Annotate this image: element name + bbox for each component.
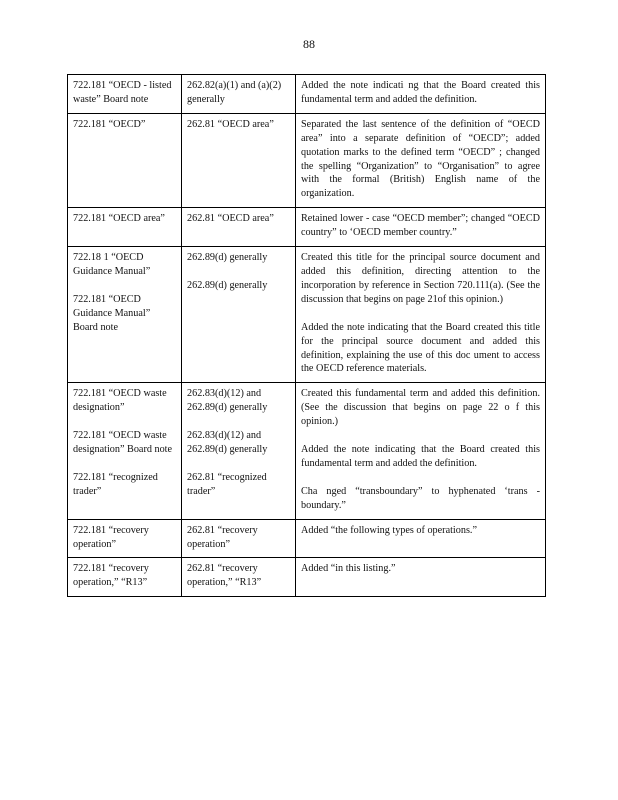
reference-text: 262.81 “recovery operation” xyxy=(187,524,258,550)
change-text: Cha nged “transboundary” to hyphenated ‘trans - boundary.” xyxy=(301,485,540,511)
reference-cell xyxy=(182,113,296,207)
table-row xyxy=(68,113,546,207)
table-row xyxy=(68,208,546,247)
change-cell xyxy=(296,75,546,114)
change-cell xyxy=(296,247,546,383)
reference-cell xyxy=(182,383,296,519)
change-text: Retained lower - case “OECD member”; changed “OECD country” to ‘OECD member country.” xyxy=(301,213,540,239)
reference-text: 262.81 “recovery operation,” “R13” xyxy=(187,563,262,589)
section-text: 722.181 “recognized trader” xyxy=(73,471,158,497)
section-text: 722.18 1 “OECD Guidance Manual” xyxy=(73,252,151,277)
table-row xyxy=(68,558,546,597)
reference-text: 262.81 “OECD area” xyxy=(187,213,274,225)
reference-text: 262.83(d)(12) and 262.89(d) generally xyxy=(187,430,268,456)
section-text: 722.181 “recovery operation,” “R13” xyxy=(73,563,149,589)
reference-text: 262.83(d)(12) and 262.89(d) generally xyxy=(187,388,268,414)
change-cell xyxy=(296,558,546,597)
change-cell xyxy=(296,383,546,519)
page-number: 88 xyxy=(303,37,315,51)
change-text: Created this title for the principal source document and added this definition, directing attention to the incorporation by reference in Section 720.111(a). (See the discussion that begins on page 21of this opinion.) xyxy=(301,252,540,305)
section-text: 722.181 “recovery operation” xyxy=(73,524,149,550)
change-text: Created this fundamental term and added this definition. (See the discussion that begins on page 22 o f this opinion.) xyxy=(301,388,540,428)
section-text: 722.181 “OECD” xyxy=(73,118,146,130)
reference-cell xyxy=(182,519,296,558)
section-text: 722.181 “OECD Guidance Manual” Board note xyxy=(73,293,151,333)
section-cell xyxy=(68,75,182,114)
table-row xyxy=(68,383,546,519)
change-cell xyxy=(296,208,546,247)
reference-text: 262.89(d) generally xyxy=(187,279,268,291)
table-row xyxy=(68,75,546,114)
section-cell xyxy=(68,113,182,207)
section-text: 722.181 “OECD - listed waste” Board note xyxy=(73,80,172,105)
section-text: 722.181 “OECD area” xyxy=(73,213,165,225)
reference-text: 262.81 “recognized trader” xyxy=(187,471,267,497)
section-cell xyxy=(68,519,182,558)
change-text: Added the note indicating that the Board created this title for the principal source document and added this definition, explaining the use of this doc ument to access the OECD reference materials. xyxy=(301,321,540,375)
section-cell xyxy=(68,208,182,247)
section-cell xyxy=(68,558,182,597)
section-text: 722.181 “OECD waste designation” xyxy=(73,388,167,414)
change-cell xyxy=(296,519,546,558)
table-body xyxy=(68,75,546,597)
reference-cell xyxy=(182,208,296,247)
reference-cell xyxy=(182,75,296,114)
section-cell xyxy=(68,247,182,383)
change-text: Added “the following types of operations.” xyxy=(301,524,477,536)
comparison-table xyxy=(67,74,546,597)
table-row xyxy=(68,247,546,383)
change-text: Added the note indicati ng that the Board created this fundamental term and added the definition. xyxy=(301,80,540,105)
change-text: Separated the last sentence of the definition of “OECD area” into a separate definition of “OECD”; added quotation marks to the defined term “OECD” ; changed the spelling “Organization” to “Organisation” to agree with the formal (British) English name of the organization. xyxy=(301,118,540,200)
reference-text: 262.89(d) generally xyxy=(187,252,268,264)
change-cell xyxy=(296,113,546,207)
change-text: Added the note indicating that the Board created this fundamental term and added the definition. xyxy=(301,444,540,469)
table-row xyxy=(68,519,546,558)
reference-cell xyxy=(182,558,296,597)
section-text: 722.181 “OECD waste designation” Board note xyxy=(73,430,173,456)
reference-cell xyxy=(182,247,296,383)
section-cell xyxy=(68,383,182,519)
change-text: Added “in this listing.” xyxy=(301,563,396,575)
reference-text: 262.81 “OECD area” xyxy=(187,118,274,130)
reference-text: 262.82(a)(1) and (a)(2) generally xyxy=(187,80,282,105)
